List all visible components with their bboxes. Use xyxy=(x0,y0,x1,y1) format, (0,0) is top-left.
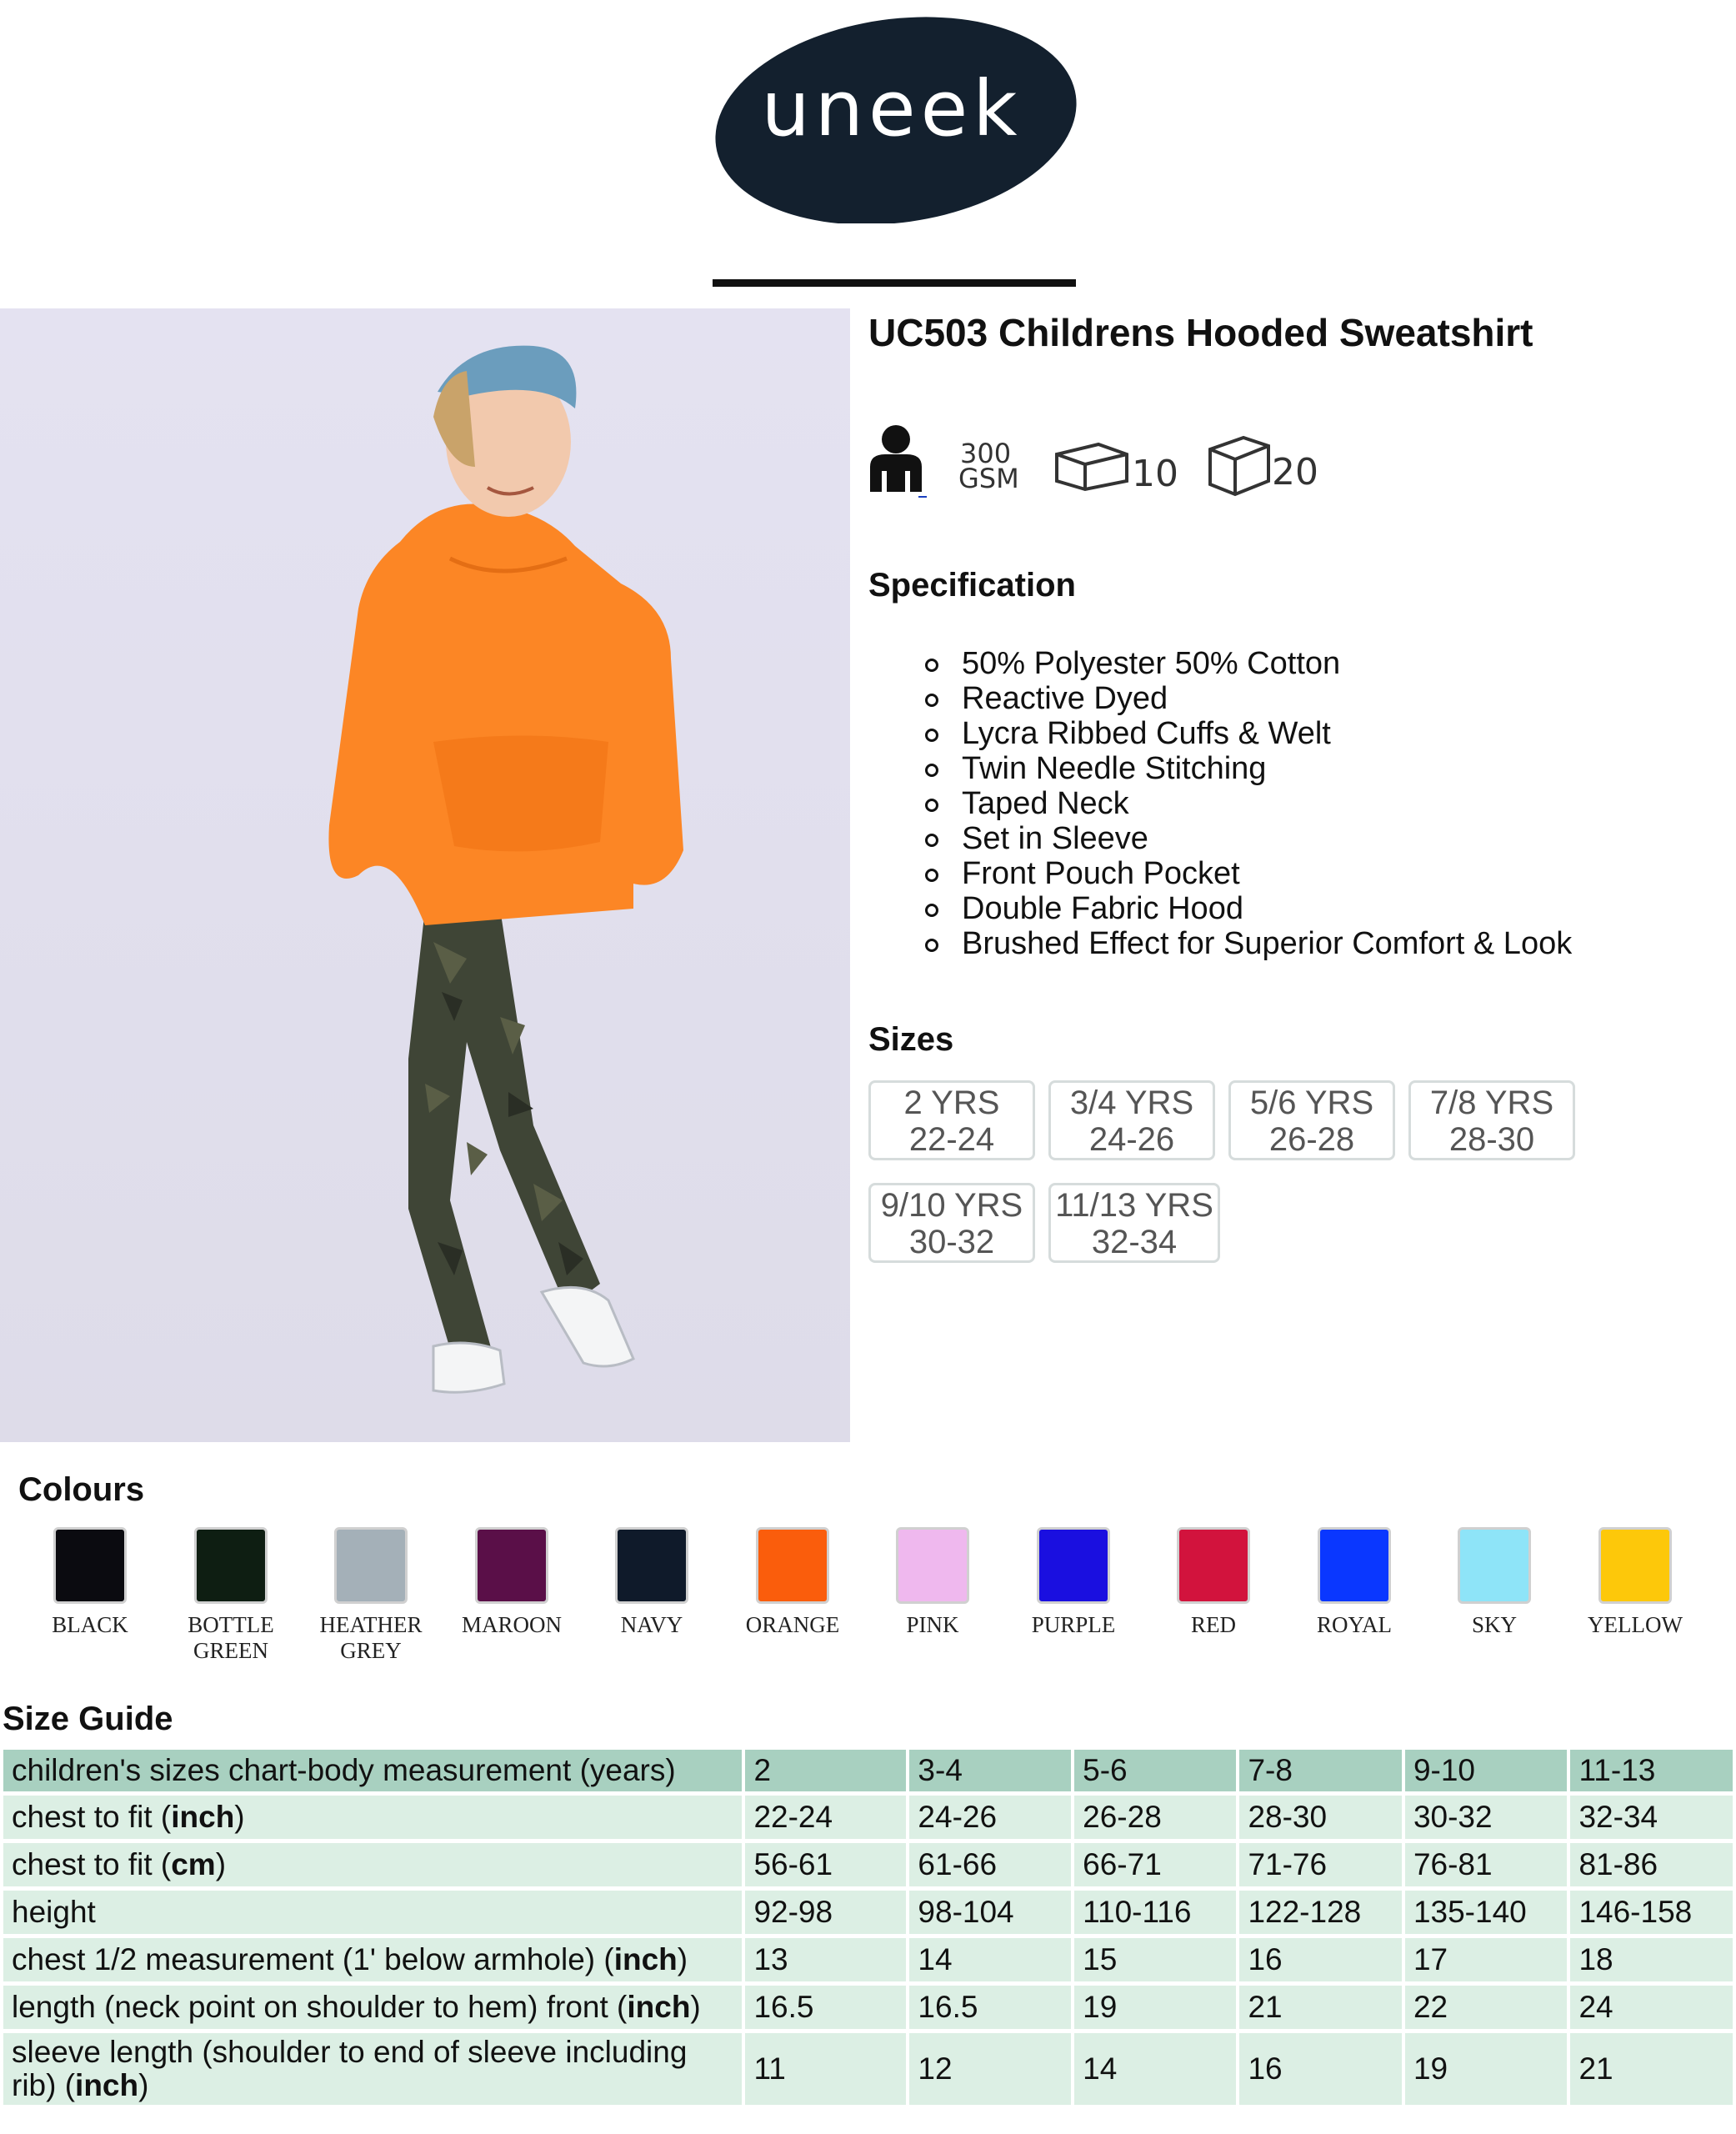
table-row xyxy=(3,1986,1733,2029)
colour-swatch xyxy=(1318,1527,1391,1604)
table-cell: 13 xyxy=(745,1938,906,1981)
size-option-11-13[interactable] xyxy=(1048,1183,1220,1263)
size-label: 11/13 YRS xyxy=(1055,1187,1213,1224)
colour-option-purple[interactable] xyxy=(1007,1527,1140,1638)
table-header-cell: 2 xyxy=(745,1750,906,1791)
table-cell: 16 xyxy=(1239,1938,1402,1981)
colour-option-maroon[interactable] xyxy=(445,1527,578,1638)
table-header-cell: 3-4 xyxy=(909,1750,1071,1791)
table-row-label: chest 1/2 measurement (1' below armhole) (inch) xyxy=(3,1938,742,1981)
spec-item: Reactive Dyed xyxy=(925,681,1572,716)
size-guide-table xyxy=(0,1746,1736,2109)
bullet-icon xyxy=(925,834,938,847)
fabric-weight-icon xyxy=(958,438,1019,494)
svg-text:300: 300 xyxy=(960,438,1012,469)
table-row-label: chest to fit (cm) xyxy=(3,1843,742,1886)
spec-item: Set in Sleeve xyxy=(925,821,1572,856)
size-option-5-6[interactable] xyxy=(1228,1080,1395,1160)
spec-item: Front Pouch Pocket xyxy=(925,856,1572,891)
bullet-icon xyxy=(925,729,938,742)
size-option-3-4[interactable] xyxy=(1048,1080,1215,1160)
size-label: 9/10 YRS xyxy=(880,1187,1023,1224)
size-range: 26-28 xyxy=(1268,1121,1355,1158)
table-cell: 135-140 xyxy=(1405,1891,1568,1934)
size-range: 24-26 xyxy=(1088,1121,1175,1158)
table-cell: 19 xyxy=(1074,1986,1236,2029)
product-icons xyxy=(867,421,1333,504)
table-row-label: height xyxy=(3,1891,742,1934)
table-cell: 19 xyxy=(1405,2033,1568,2105)
sizes-heading: Sizes xyxy=(868,1021,954,1058)
table-cell: 98-104 xyxy=(909,1891,1071,1934)
colour-option-red[interactable] xyxy=(1147,1527,1280,1638)
colour-label: BOTTLE GREEN xyxy=(188,1612,274,1663)
table-cell: 92-98 xyxy=(745,1891,906,1934)
size-range: 32-34 xyxy=(1091,1224,1178,1260)
pack-icon xyxy=(1057,444,1178,495)
table-cell: 24 xyxy=(1570,1986,1733,2029)
table-cell: 16 xyxy=(1239,2033,1402,2105)
table-cell: 56-61 xyxy=(745,1843,906,1886)
colour-swatch xyxy=(615,1527,688,1604)
bullet-icon xyxy=(925,904,938,917)
bullet-icon xyxy=(925,939,938,952)
colour-option-navy[interactable] xyxy=(585,1527,718,1638)
colour-label: MAROON xyxy=(461,1612,562,1637)
size-label: 2 YRS xyxy=(903,1085,1000,1121)
specification-list xyxy=(925,646,1572,961)
table-row-label: chest to fit (inch) xyxy=(3,1796,742,1839)
colour-option-black[interactable] xyxy=(23,1527,157,1638)
table-cell: 76-81 xyxy=(1405,1843,1568,1886)
table-cell: 26-28 xyxy=(1074,1796,1236,1839)
bullet-icon xyxy=(925,799,938,812)
spec-item: Brushed Effect for Superior Comfort & Look xyxy=(925,926,1572,961)
table-header-cell: children's sizes chart-body measurement (years) xyxy=(3,1750,742,1791)
header-rule xyxy=(713,279,1076,287)
table-header-cell: 5-6 xyxy=(1074,1750,1236,1791)
table-cell: 16.5 xyxy=(745,1986,906,2029)
table-cell: 17 xyxy=(1405,1938,1568,1981)
specification-heading: Specification xyxy=(868,567,1076,604)
colour-label: BLACK xyxy=(52,1612,128,1637)
colour-option-heather-grey[interactable] xyxy=(304,1527,438,1664)
table-cell: 66-71 xyxy=(1074,1843,1236,1886)
colour-option-sky[interactable] xyxy=(1428,1527,1561,1638)
colours-heading: Colours xyxy=(18,1471,145,1508)
table-cell: 122-128 xyxy=(1239,1891,1402,1934)
table-row xyxy=(3,2033,1733,2105)
svg-text:20: 20 xyxy=(1272,451,1318,493)
colour-swatch xyxy=(53,1527,127,1604)
table-header-cell: 11-13 xyxy=(1570,1750,1733,1791)
colour-label: HEATHER GREY xyxy=(319,1612,423,1663)
table-cell: 61-66 xyxy=(909,1843,1071,1886)
colour-swatch xyxy=(475,1527,548,1604)
colour-option-bottle-green[interactable] xyxy=(164,1527,298,1664)
table-cell: 81-86 xyxy=(1570,1843,1733,1886)
size-label: 3/4 YRS xyxy=(1069,1085,1194,1121)
uneek-logo xyxy=(713,0,1079,223)
table-cell: 16.5 xyxy=(909,1986,1071,2029)
table-header-row xyxy=(3,1750,1733,1791)
colour-swatch xyxy=(1037,1527,1110,1604)
colour-swatch xyxy=(1177,1527,1250,1604)
size-range: 22-24 xyxy=(908,1121,995,1158)
bullet-icon xyxy=(925,869,938,882)
carton-icon xyxy=(1210,438,1318,494)
table-row-label: sleeve length (shoulder to end of sleeve including rib) (inch) xyxy=(3,2033,742,2105)
table-cell: 11 xyxy=(745,2033,906,2105)
colour-label: YELLOW xyxy=(1588,1612,1683,1637)
table-cell: 110-116 xyxy=(1074,1891,1236,1934)
colour-swatch xyxy=(1598,1527,1672,1604)
colour-label: NAVY xyxy=(620,1612,683,1637)
table-row xyxy=(3,1938,1733,1981)
table-row xyxy=(3,1891,1733,1934)
colour-label: PINK xyxy=(906,1612,959,1637)
svg-text:10: 10 xyxy=(1132,453,1178,495)
spec-item: Double Fabric Hood xyxy=(925,891,1572,926)
size-range: 30-32 xyxy=(908,1224,995,1260)
bullet-icon xyxy=(925,764,938,777)
product-title: UC503 Childrens Hooded Sweatshirt xyxy=(868,311,1533,354)
spec-item: Twin Needle Stitching xyxy=(925,751,1572,786)
table-cell: 71-76 xyxy=(1239,1843,1402,1886)
table-cell: 32-34 xyxy=(1570,1796,1733,1839)
table-cell: 22 xyxy=(1405,1986,1568,2029)
table-row xyxy=(3,1796,1733,1839)
colour-option-yellow[interactable] xyxy=(1568,1527,1702,1638)
colour-swatch xyxy=(334,1527,408,1604)
person-icon xyxy=(870,425,927,497)
colour-label: ORANGE xyxy=(745,1612,840,1637)
colour-swatch xyxy=(1458,1527,1531,1604)
size-option-7-8[interactable] xyxy=(1408,1080,1575,1160)
size-guide-heading: Size Guide xyxy=(3,1701,173,1737)
bullet-icon xyxy=(925,659,938,672)
table-cell: 22-24 xyxy=(745,1796,906,1839)
colour-swatch xyxy=(756,1527,829,1604)
table-row xyxy=(3,1843,1733,1886)
spec-item: 50% Polyester 50% Cotton xyxy=(925,646,1572,681)
size-label: 5/6 YRS xyxy=(1249,1085,1374,1121)
product-photo xyxy=(0,308,850,1442)
table-cell: 14 xyxy=(1074,2033,1236,2105)
spec-item: Lycra Ribbed Cuffs & Welt xyxy=(925,716,1572,751)
table-cell: 18 xyxy=(1570,1938,1733,1981)
table-cell: 12 xyxy=(909,2033,1071,2105)
table-cell: 15 xyxy=(1074,1938,1236,1981)
table-cell: 24-26 xyxy=(909,1796,1071,1839)
spec-item: Taped Neck xyxy=(925,786,1572,821)
table-cell: 146-158 xyxy=(1570,1891,1733,1934)
colour-option-pink[interactable] xyxy=(866,1527,999,1638)
table-cell: 30-32 xyxy=(1405,1796,1568,1839)
size-option-2[interactable] xyxy=(868,1080,1035,1160)
colour-label: ROYAL xyxy=(1316,1612,1392,1637)
colour-option-orange[interactable] xyxy=(726,1527,859,1638)
table-header-cell: 9-10 xyxy=(1405,1750,1568,1791)
table-header-cell: 7-8 xyxy=(1239,1750,1402,1791)
size-range: 28-30 xyxy=(1448,1121,1535,1158)
table-cell: 21 xyxy=(1239,1986,1402,2029)
size-option-9-10[interactable] xyxy=(868,1183,1035,1263)
colour-label: SKY xyxy=(1471,1612,1517,1637)
table-cell: 21 xyxy=(1570,2033,1733,2105)
size-label: 7/8 YRS xyxy=(1429,1085,1554,1121)
colour-option-royal[interactable] xyxy=(1288,1527,1421,1638)
table-cell: 28-30 xyxy=(1239,1796,1402,1839)
colour-swatch xyxy=(896,1527,969,1604)
table-cell: 14 xyxy=(909,1938,1071,1981)
logo-wordmark: uneek xyxy=(761,64,1023,153)
table-row-label: length (neck point on shoulder to hem) front (inch) xyxy=(3,1986,742,2029)
colour-swatch xyxy=(194,1527,268,1604)
bullet-icon xyxy=(925,694,938,707)
colour-label: PURPLE xyxy=(1031,1612,1116,1637)
svg-text:GSM: GSM xyxy=(958,463,1019,494)
colour-label: RED xyxy=(1191,1612,1236,1637)
